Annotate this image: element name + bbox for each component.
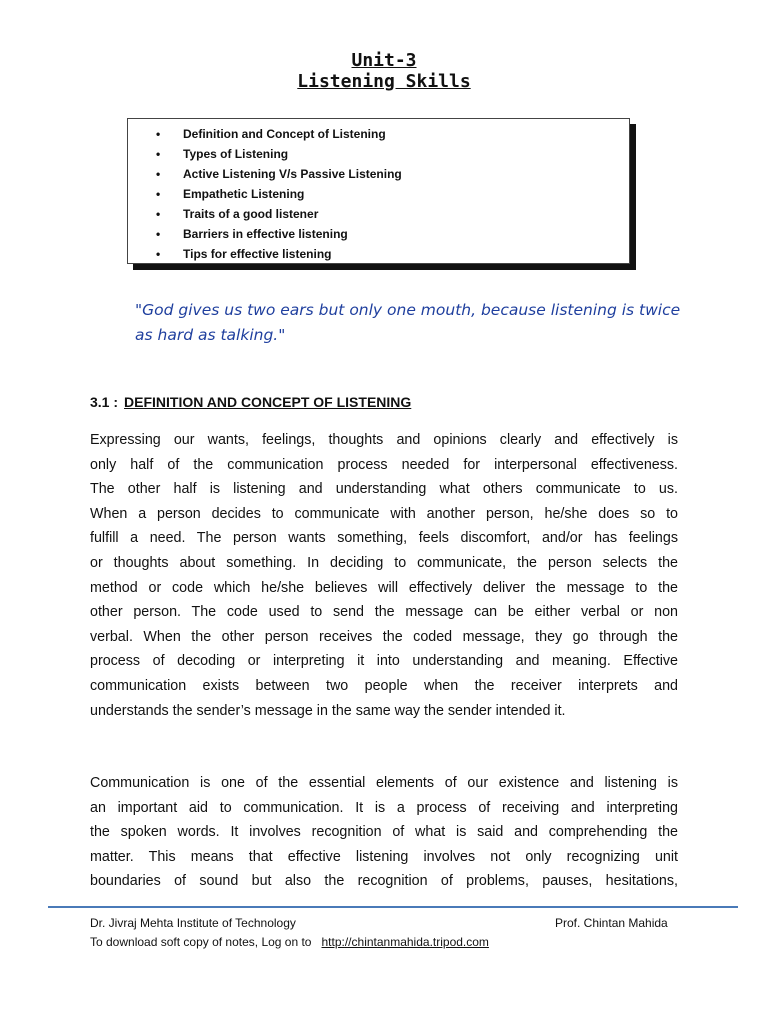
topic-item [156, 204, 402, 224]
text-line: verbal. When the other person receives the coded message, they go through the [90, 628, 678, 645]
notes-link[interactable]: http://chintanmahida.tripod.com [321, 935, 489, 949]
footer-download [90, 935, 489, 949]
bullet-icon: • [156, 227, 161, 241]
topic-label: Traits of a good listener [183, 207, 319, 221]
topic-label: Empathetic Listening [183, 187, 305, 201]
footer-author: Prof. Chintan Mahida [555, 916, 668, 930]
text-line: only half of the communication process needed for interpersonal effectiveness. [90, 456, 678, 473]
section-number: 3.1 : [90, 394, 119, 410]
text-line: boundaries of sound but also the recognition of problems, pauses, hesitations, [90, 873, 678, 890]
bullet-icon: • [156, 167, 161, 181]
topics-box [127, 118, 630, 264]
topic-item [156, 244, 402, 264]
bullet-icon: • [156, 187, 161, 201]
quote: "God gives us two ears but only one mouth, because listening is twice as hard as talking." [135, 301, 681, 344]
bullet-icon: • [156, 207, 161, 221]
text-line: understands the sender’s message in the same way the sender intended it. [90, 702, 566, 719]
page-title: Listening Skills [297, 71, 471, 92]
topic-item [156, 164, 402, 184]
topic-item [156, 124, 402, 144]
footer-institute: Dr. Jivraj Mehta Institute of Technology [90, 916, 296, 930]
footer-divider [48, 906, 738, 908]
bullet-icon: • [156, 127, 161, 141]
topic-item [156, 184, 402, 204]
text-line: or thoughts about something. In deciding to communicate, the person selects the [90, 554, 678, 571]
text-line: communication exists between two people when the receiver interprets and [90, 677, 678, 694]
text-line: fulfill a need. The person wants something, feels discomfort, and/or has feelings [90, 530, 678, 547]
text-line: method or code which he/she believes will effectively deliver the message to the [90, 579, 678, 596]
bullet-icon: • [156, 147, 161, 161]
topic-item [156, 224, 402, 244]
text-line: Expressing our wants, feelings, thoughts and opinions clearly and effectively is [90, 432, 678, 448]
topic-label: Definition and Concept of Listening [183, 127, 386, 141]
topic-label: Types of Listening [183, 147, 289, 161]
text-line: The other half is listening and understanding what others communicate to us. [90, 481, 678, 498]
text-line: When a person decides to communicate with another person, he/she does so to [90, 505, 678, 522]
text-line: the spoken words. It involves recognition of what is said and comprehending the [90, 824, 678, 841]
text-line: process of decoding or interpreting it into understanding and meaning. Effective [90, 653, 678, 670]
download-text: To download soft copy of notes, Log on to [90, 935, 312, 949]
topic-item [156, 144, 402, 164]
topic-label: Barriers in effective listening [183, 227, 348, 241]
bullet-icon: • [156, 247, 161, 261]
text-line: an important aid to communication. It is a process of receiving and interpreting [90, 799, 678, 816]
paragraph-2 [90, 771, 678, 894]
section-heading [90, 394, 411, 410]
unit-title: Unit-3 [351, 50, 417, 71]
text-line: other person. The code used to send the message can be either verbal or non [90, 604, 678, 621]
topic-label: Active Listening V/s Passive Listening [183, 167, 402, 181]
paragraph-1 [90, 428, 678, 723]
text-line: Communication is one of the essential elements of our existence and listening is [90, 775, 678, 791]
topic-label: Tips for effective listening [183, 247, 332, 261]
section-title: DEFINITION AND CONCEPT OF LISTENING [124, 394, 412, 410]
text-line: matter. This means that effective listening involves not only recognizing unit [90, 848, 678, 865]
